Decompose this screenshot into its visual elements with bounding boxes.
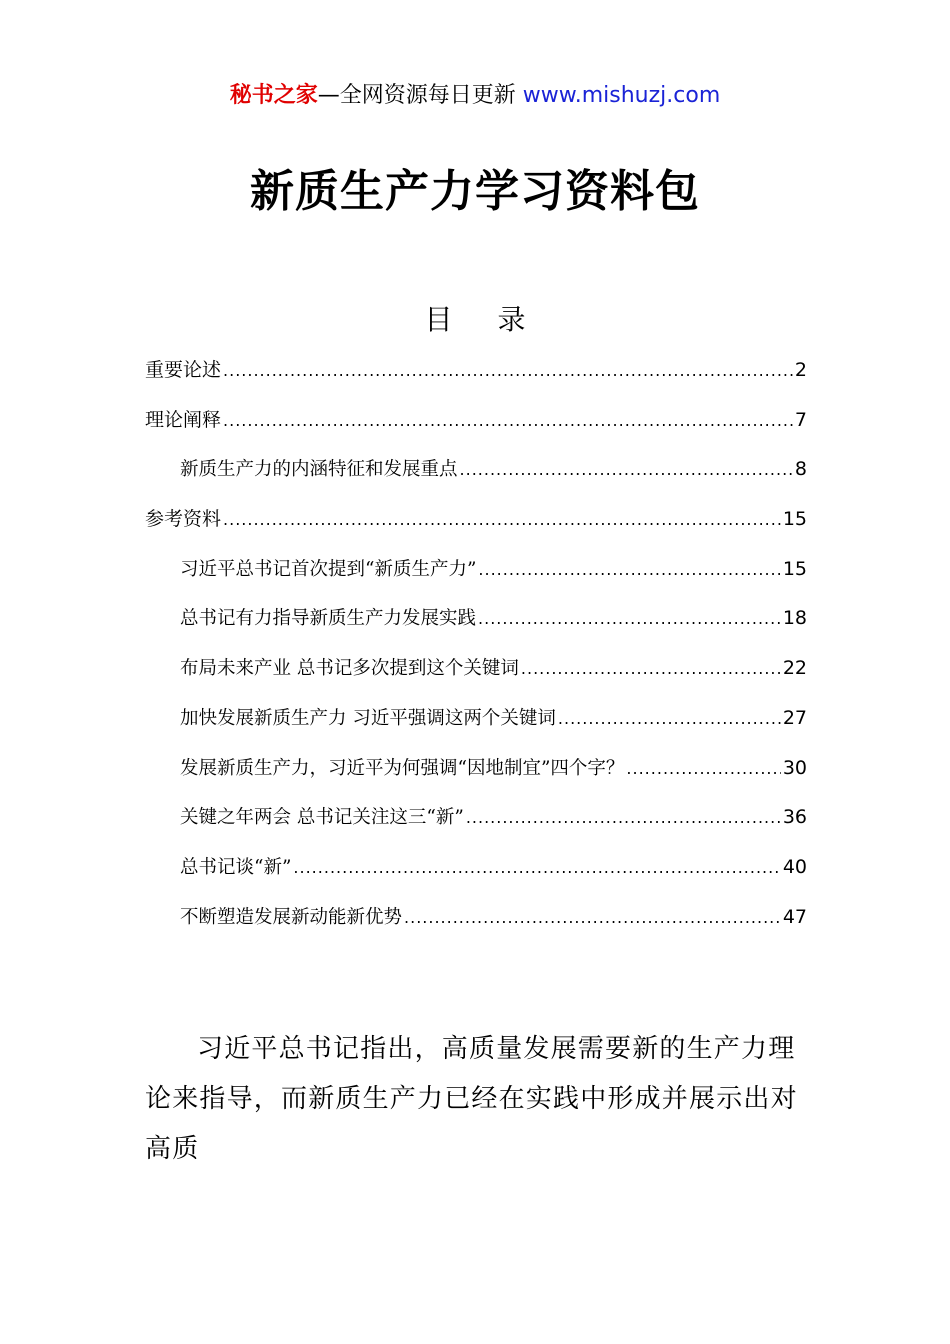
toc-entry[interactable] — [145, 893, 807, 943]
toc-entry-label: 参考资料 — [145, 508, 222, 531]
toc-dot-leader — [478, 594, 781, 644]
toc-entry-label: 重要论述 — [145, 359, 222, 381]
toc-entry-label: 习近平总书记首次提到“新质生产力” — [180, 558, 477, 580]
toc-entry[interactable] — [145, 445, 807, 495]
site-url-link[interactable]: www.mishuzj.com — [522, 83, 721, 108]
toc-dot-leader — [626, 744, 780, 794]
toc-entry-page: 27 — [782, 706, 807, 729]
toc-dot-leader — [460, 445, 793, 495]
toc-entry-page: 18 — [782, 607, 807, 630]
toc-dot-leader — [223, 495, 781, 545]
toc-entry-label: 布局未来产业 总书记多次提到这个关键词 — [180, 658, 519, 680]
toc-entry[interactable] — [145, 594, 807, 644]
toc-dot-leader — [293, 843, 780, 893]
brand-name: 秘书之家 — [229, 83, 318, 108]
toc-entry-page: 36 — [782, 806, 807, 829]
toc-dot-leader — [466, 793, 781, 843]
toc-entry-page: 22 — [782, 657, 807, 680]
toc-dot-leader — [223, 346, 793, 396]
toc-entry-page: 15 — [782, 508, 807, 531]
document-title: 新质生产力学习资料包 — [250, 166, 700, 217]
toc-entry[interactable] — [145, 744, 807, 794]
toc-dot-leader — [478, 545, 780, 595]
toc-entry[interactable] — [145, 793, 807, 843]
toc-entry[interactable] — [145, 396, 807, 446]
toc-entry-label: 总书记有力指导新质生产力发展实践 — [180, 608, 477, 630]
toc-entry[interactable] — [145, 843, 807, 893]
toc-entry-page: 2 — [794, 359, 807, 381]
toc-heading: 目 录 — [424, 303, 544, 336]
header-tagline: —全网资源每日更新 — [317, 83, 516, 108]
toc-entry[interactable] — [145, 644, 807, 694]
toc-entry-label: 不断塑造发展新动能新优势 — [180, 906, 403, 928]
toc-entry-label: 理论阐释 — [145, 408, 222, 431]
toc-entry[interactable] — [145, 694, 807, 744]
toc-entry-page: 40 — [782, 855, 807, 878]
toc-entry-label: 新质生产力的内涵特征和发展重点 — [180, 459, 458, 481]
toc-entry[interactable] — [145, 346, 807, 396]
table-of-contents — [145, 346, 807, 942]
toc-entry-page: 47 — [782, 905, 807, 928]
toc-entry-label: 加快发展新质生产力 习近平强调这两个关键词 — [180, 707, 556, 729]
body-paragraph: 习近平总书记指出，高质量发展需要新的生产力理论来指导，而新质生产力已经在实践中形成并展示出对高质 — [145, 1034, 798, 1164]
toc-dot-leader — [404, 893, 781, 943]
toc-dot-leader — [223, 396, 793, 446]
toc-dot-leader — [521, 644, 781, 694]
toc-entry-label: 发展新质生产力，习近平为何强调“因地制宜”四个字？ — [180, 757, 625, 779]
toc-entry-page: 8 — [794, 458, 807, 481]
toc-entry[interactable] — [145, 495, 807, 545]
toc-dot-leader — [558, 694, 781, 744]
toc-entry-label: 关键之年两会 总书记关注这三“新” — [180, 807, 464, 829]
toc-entry-page: 7 — [794, 408, 807, 431]
toc-entry-page: 15 — [782, 557, 807, 580]
toc-entry-label: 总书记谈“新” — [180, 856, 292, 878]
toc-entry[interactable] — [145, 545, 807, 595]
site-header — [0, 80, 950, 112]
toc-entry-page: 30 — [782, 756, 807, 779]
